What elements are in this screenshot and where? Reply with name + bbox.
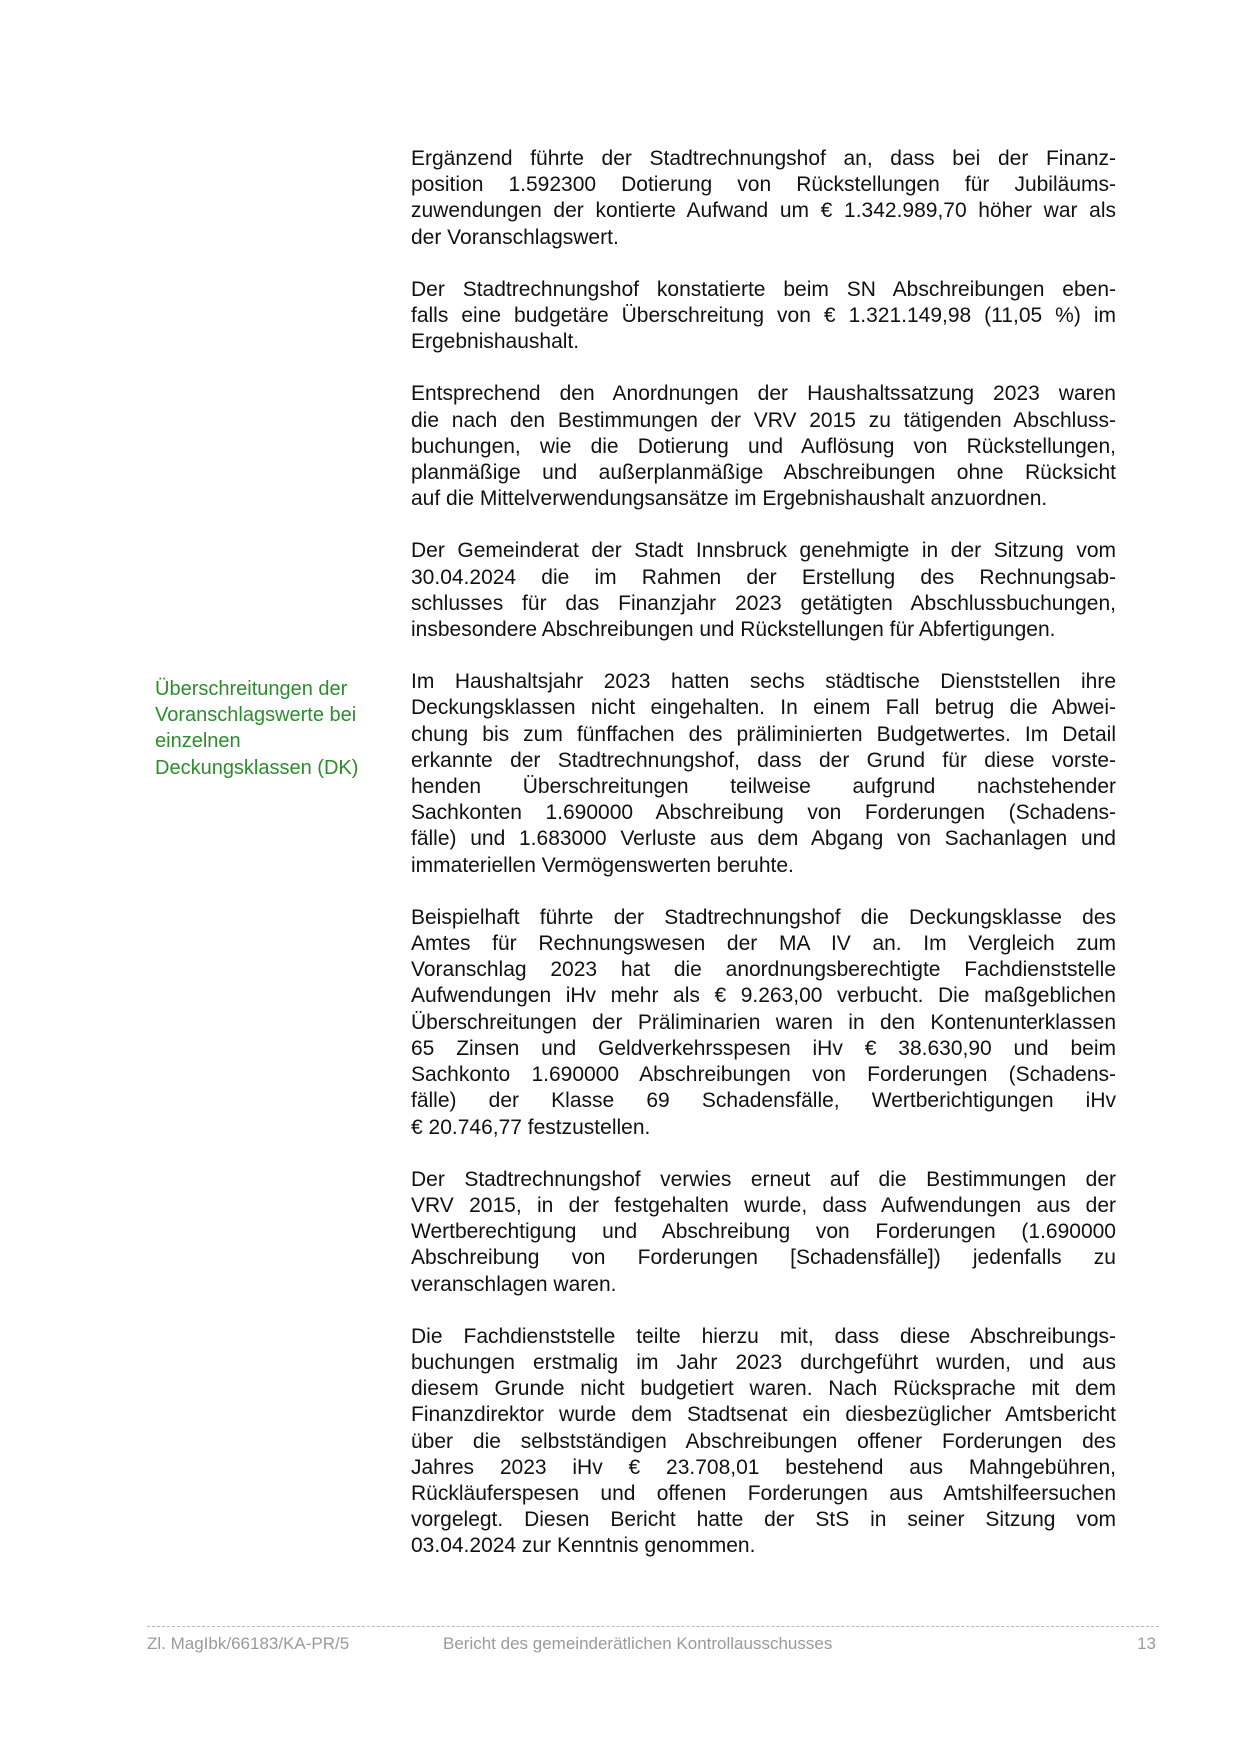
text-line: chung bis zum fünffachen des präliminierten Budgetwertes. Im Detail [411,722,1116,746]
margin-note-line: Überschreitungen der [155,678,348,700]
text-line: Wertberechtigung und Abschreibung von Forderungen (1.690000 [411,1220,1116,1244]
text-line: immateriellen Vermögenswerten beruhte. [411,853,794,877]
text-line: Abschreibung von Forderungen [Schadensfälle]) jedenfalls zu [411,1246,1116,1270]
text-line: Entsprechend den Anordnungen der Haushaltssatzung 2023 waren [411,382,1116,406]
text-line: Voranschlag 2023 hat die anordnungsberechtigte Fachdienststelle [411,958,1116,982]
text-line: buchungen, wie die Dotierung und Auflösung von Rückstellungen, [411,434,1116,458]
text-line: Beispielhaft führte der Stadtrechnungshof die Deckungsklasse des [411,905,1116,929]
text-line: buchungen erstmalig im Jahr 2023 durchgeführt wurden, und aus [411,1350,1116,1374]
text-line: der Voranschlagswert. [411,225,619,249]
text-line: insbesondere Abschreibungen und Rückstellungen für Abfertigungen. [411,618,1056,642]
text-line: Im Haushaltsjahr 2023 hatten sechs städtische Dienststellen ihre [411,670,1116,694]
text-line: Ergebnishaushalt. [411,330,580,354]
text-line: 03.04.2024 zur Kenntnis genommen. [411,1534,756,1558]
text-line: fälle) und 1.683000 Verluste aus dem Abgang von Sachanlagen und [411,827,1116,851]
text-line: 30.04.2024 die im Rahmen der Erstellung des Rechnungsab- [411,565,1116,589]
text-line: position 1.592300 Dotierung von Rückstellungen für Jubiläums- [411,173,1116,197]
page-number: 13 [1137,1634,1156,1653]
margin-note-line: Voranschlagswerte bei [155,704,357,727]
text-line: zuwendungen der kontierte Aufwand um € 1.342.989,70 höher war als [411,199,1116,223]
text-line: schlusses für das Finanzjahr 2023 getätigten Abschlussbuchungen, [411,591,1116,615]
paragraph-fachdienststelle [411,1324,1116,1560]
footer-title: Bericht des gemeinderätlichen Kontrollausschusses [443,1634,833,1653]
text-line: Sachkonto 1.690000 Abschreibungen von Forderungen (Schadens- [411,1063,1116,1087]
text-line: Der Stadtrechnungshof konstatierte beim SN Abschreibungen eben- [411,277,1116,301]
text-line: Der Gemeinderat der Stadt Innsbruck genehmigte in der Sitzung vom [411,539,1116,563]
paragraph-deckungsklassen [411,669,1116,879]
text-line: über die selbstständigen Abschreibungen offener Forderungen des [411,1429,1116,1453]
paragraph-beispiel [411,905,1116,1141]
text-line: planmäßige und außerplanmäßige Abschreibungen ohne Rücksicht [411,461,1116,485]
text-line: henden Überschreitungen teilweise aufgrund nachstehender [411,775,1116,799]
text-line: € 20.746,77 festzustellen. [411,1115,651,1139]
text-line: auf die Mittelverwendungsansätze im Ergebnishaushalt anzuordnen. [411,487,1048,511]
paragraph-haushaltssatzung [411,381,1116,512]
text-line: erkannte der Stadtrechnungshof, dass der Grund für diese vorste- [411,748,1116,772]
paragraph-gemeinderat [411,538,1116,643]
text-line: Jahres 2023 iHv € 23.708,01 bestehend aus Mahngebühren, [411,1455,1116,1479]
text-line: Überschreitungen der Präliminarien waren in den Kontenunterklassen [411,1010,1116,1034]
margin-note-deckungsklassen [155,676,375,781]
text-line: Aufwendungen iHv mehr als € 9.263,00 verbucht. Die maßgeblichen [411,984,1116,1008]
footer-divider [147,1626,1159,1627]
text-line: Die Fachdienststelle teilte hierzu mit, dass diese Abschreibungs- [411,1324,1116,1348]
text-line: vorgelegt. Diesen Bericht hatte der StS in seiner Sitzung vom [411,1508,1116,1532]
margin-note-line: Deckungsklassen (DK) [155,756,359,779]
paragraph-abschreibungen [411,277,1116,356]
text-line: falls eine budgetäre Überschreitung von € 1.321.149,98 (11,05 %) im [411,304,1116,328]
margin-note-line: einzelnen [155,730,241,753]
text-line: Deckungsklassen nicht eingehalten. In einem Fall betrug die Abwei- [411,696,1116,720]
text-line: fälle) der Klasse 69 Schadensfälle, Wertberichtigungen iHv [411,1089,1116,1113]
report-body [411,146,1116,1586]
text-line: Sachkonten 1.690000 Abschreibung von Forderungen (Schadens- [411,801,1116,825]
paragraph-jubilaeum [411,146,1116,251]
text-line: Rückläuferspesen und offenen Forderungen aus Amtshilfeersuchen [411,1481,1116,1505]
text-line: die nach den Bestimmungen der VRV 2015 zu tätigenden Abschluss- [411,408,1116,432]
text-line: Finanzdirektor wurde dem Stadtsenat ein diesbezüglicher Amtsbericht [411,1403,1116,1427]
text-line: veranschlagen waren. [411,1272,617,1296]
text-line: Der Stadtrechnungshof verwies erneut auf die Bestimmungen der [411,1167,1116,1191]
text-line: Ergänzend führte der Stadtrechnungshof an, dass bei der Finanz- [411,147,1116,170]
paragraph-vrv [411,1167,1116,1298]
text-line: 65 Zinsen und Geldverkehrsspesen iHv € 38.630,90 und beim [411,1036,1116,1060]
footer-reference: Zl. MagIbk/66183/KA-PR/5 [147,1634,350,1653]
text-line: Amtes für Rechnungswesen der MA IV an. Im Vergleich zum [411,932,1116,956]
text-line: diesem Grunde nicht budgetiert waren. Nach Rücksprache mit dem [411,1377,1116,1401]
text-line: VRV 2015, in der festgehalten wurde, dass Aufwendungen aus der [411,1193,1116,1217]
